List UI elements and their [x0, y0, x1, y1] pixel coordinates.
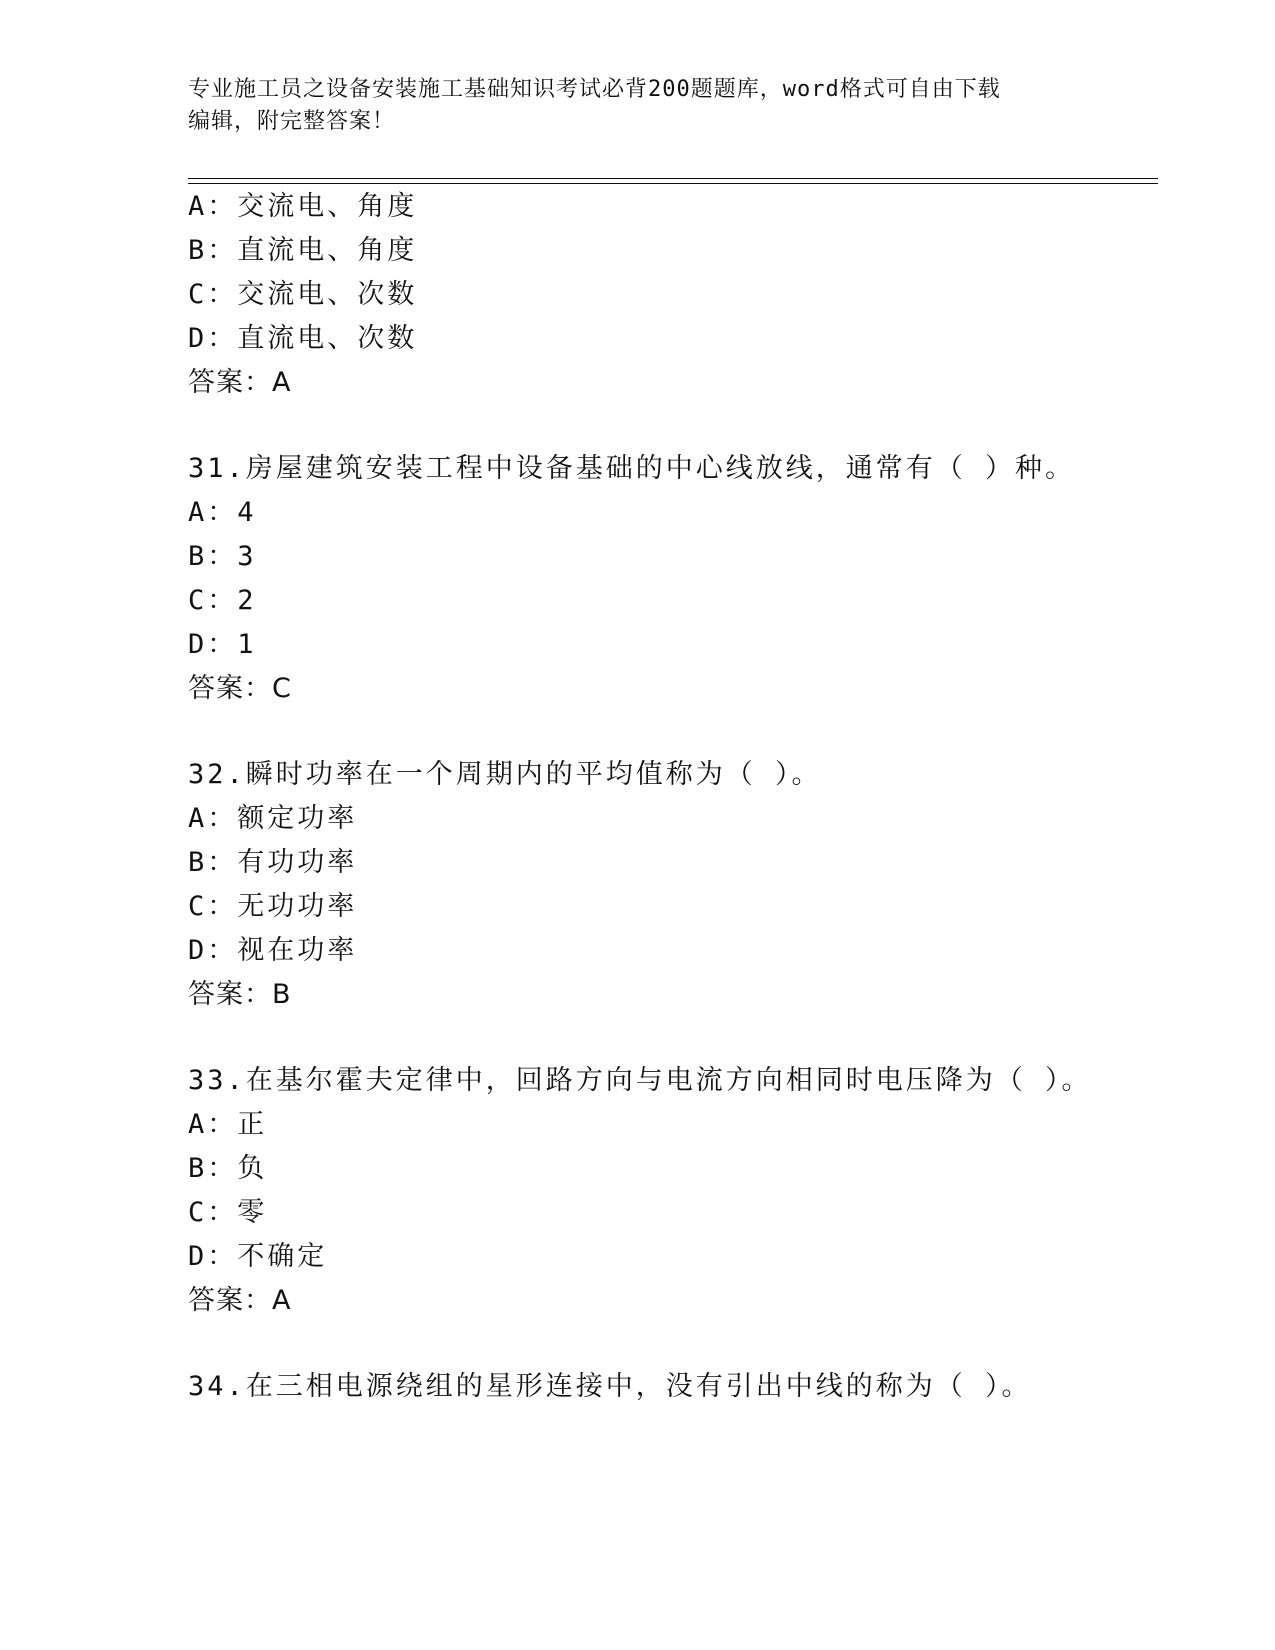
header-divider-top: [188, 178, 1158, 179]
q32-option-c: C：无功功率: [188, 891, 358, 922]
q32-option-d: D：视在功率: [188, 935, 358, 966]
q30-option-d: D：直流电、次数: [188, 323, 418, 354]
q30-option-c: C：交流电、次数: [188, 279, 418, 310]
q31-answer: 答案：C: [188, 673, 292, 704]
q31-option-b: B：3: [188, 541, 257, 572]
q33-question: 33.在基尔霍夫定律中，回路方向与电流方向相同时电压降为（ ）。: [188, 1065, 1092, 1096]
document-header: [188, 74, 1068, 138]
q31-question: 31.房屋建筑安装工程中设备基础的中心线放线，通常有（ ）种。: [188, 453, 1076, 484]
q31-option-d: D：1: [188, 629, 257, 660]
header-divider-bottom: [188, 183, 1158, 184]
q33-option-c: C：零: [188, 1197, 268, 1228]
q30-option-a: A：交流电、角度: [188, 191, 418, 222]
q34-question: 34.在三相电源绕组的星形连接中，没有引出中线的称为（ ）。: [188, 1371, 1032, 1402]
q33-option-d: D：不确定: [188, 1241, 328, 1272]
q33-answer: 答案：A: [188, 1285, 292, 1316]
header-line-2: 编辑，附完整答案！: [188, 109, 396, 134]
header-line-1: 专业施工员之设备安装施工基础知识考试必背200题题库，word格式可自由下载: [188, 77, 1001, 102]
q32-answer: 答案：B: [188, 979, 292, 1010]
q33-option-b: B：负: [188, 1153, 268, 1184]
q31-option-a: A：4: [188, 497, 257, 528]
q32-question: 32.瞬时功率在一个周期内的平均值称为（ ）。: [188, 759, 822, 790]
q33-option-a: A：正: [188, 1109, 268, 1140]
q32-option-a: A：额定功率: [188, 803, 358, 834]
q31-option-c: C：2: [188, 585, 257, 616]
q32-option-b: B：有功功率: [188, 847, 358, 878]
q30-answer: 答案：A: [188, 367, 292, 398]
q30-option-b: B：直流电、角度: [188, 235, 418, 266]
